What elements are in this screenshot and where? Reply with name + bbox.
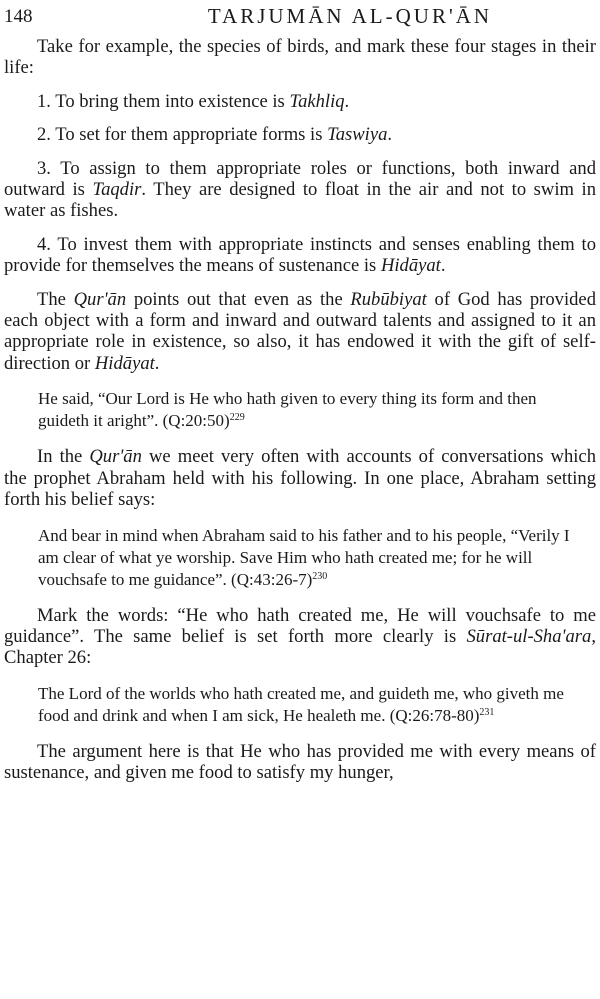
body-paragraph: Mark the words: “He who hath created me, He will vouchsafe to me guidance”. The same belief is set forth more clearly is Sūrat-ul-Sha'ara, Chapter 26:: [4, 604, 596, 669]
list-item: 3. To assign to them appropriate roles or functions, both inward and outward is Taqdir. They are designed to float in the air and not to swim in water as fishes.: [4, 157, 596, 222]
block-quote: He said, “Our Lord is He who hath given to every thing its form and then guideth it aright”. (Q:20:50)$^{229}$: [38, 389, 537, 431]
intro-paragraph: Take for example, the species of birds, and mark these four stages in their life:: [4, 36, 596, 79]
body-paragraph: In the Qur'ān we meet very often with accounts of conversations which the prophet Abraham held with his following. In one place, Abraham setting forth his belief says:: [4, 446, 596, 511]
block-quote: The Lord of the worlds who hath created me, and guideth me, who giveth me food and drink and when I am sick, He healeth me. (Q:26:78-80)$^{231}$: [38, 683, 564, 725]
term-takhliq: Takhliq: [289, 90, 345, 112]
block-quote: And bear in mind when Abraham said to his father and to his people, “Verily I am clear of what ye worship. Save Him who hath created me; for he will vouchsafe to me guidance”. (Q:43:26-7)$^{230}$: [38, 525, 570, 589]
list-item: 4. To invest them with appropriate instincts and senses enabling them to provide for themselves the means of sustenance is Hidāyat.: [4, 233, 596, 277]
page-number: 148: [4, 6, 33, 27]
running-title: TARJUMĀN AL-QUR'ĀN: [207, 4, 493, 28]
body-paragraph: The argument here is that He who has provided me with every means of sustenance, and given me food to satisfy my hunger,: [4, 740, 596, 784]
list-item: 2. To set for them appropriate forms is Taswiya.: [37, 124, 393, 146]
list-item: 1. To bring them into existence is Takhliq.: [37, 90, 350, 112]
footnote-ref: 231: [479, 706, 495, 718]
term-hidayat: Hidāyat: [380, 255, 441, 277]
body-paragraph: The Qur'ān points out that even as the Rubūbiyat of God has provided each object with a form and inward and outward talents and assigned to it an appropriate role in existence, so also, it has endowed it with the gift of self-direction or Hidāyat.: [4, 288, 596, 374]
term-taqdir: Taqdir: [92, 179, 142, 201]
footnote-ref: 229: [229, 412, 245, 424]
page-header: [0, 4, 600, 30]
term-taswiya: Taswiya: [327, 124, 388, 146]
page-body: [4, 36, 596, 784]
footnote-ref: 230: [312, 570, 328, 582]
